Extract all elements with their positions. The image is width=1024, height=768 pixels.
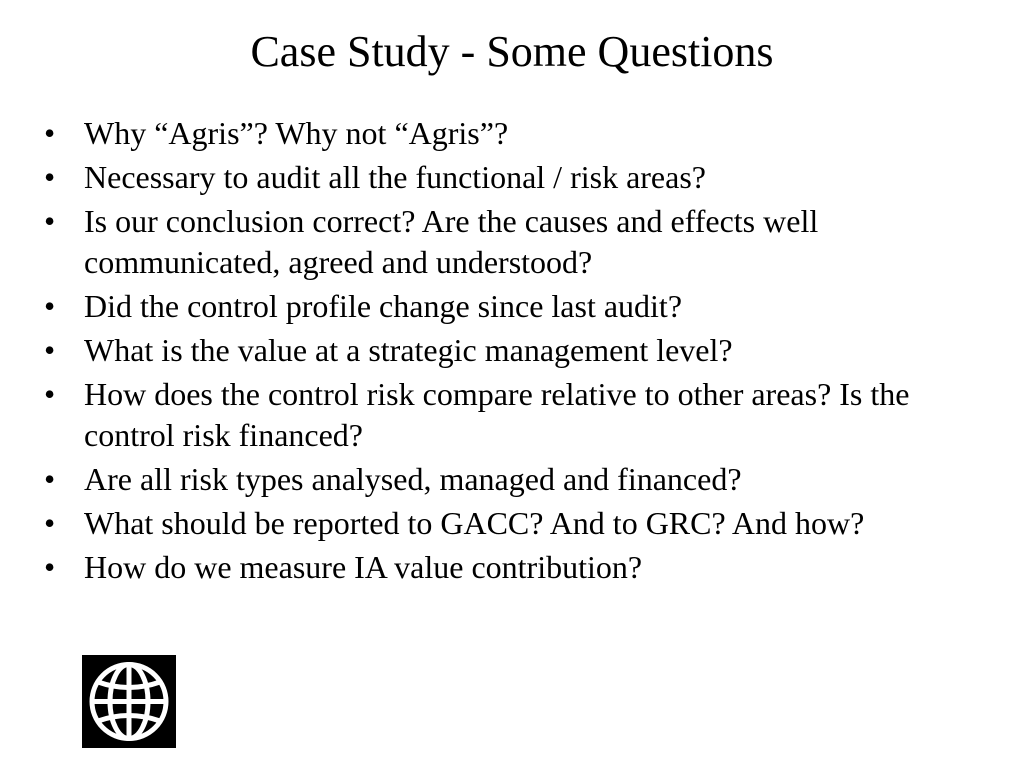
bullet-text: Necessary to audit all the functional / risk areas?	[84, 159, 706, 195]
bullet-text: Why “Agris”? Why not “Agris”?	[84, 115, 509, 151]
bullet-icon: •	[44, 461, 56, 497]
bullet-icon: •	[44, 376, 56, 412]
list-item	[40, 157, 980, 198]
list-item	[40, 374, 980, 456]
bullet-icon: •	[44, 203, 56, 239]
list-item	[40, 459, 980, 500]
logo	[82, 655, 176, 748]
bullet-icon: •	[44, 115, 56, 151]
bullet-icon: •	[44, 288, 56, 324]
bullet-text: Is our conclusion correct? Are the causes and effects well communicated, agreed and understood?	[84, 203, 819, 280]
list-item	[40, 503, 980, 544]
bullet-list	[40, 113, 980, 591]
bullet-icon: •	[44, 159, 56, 195]
bullet-text: Did the control profile change since last audit?	[84, 288, 683, 324]
slide-title: Case Study - Some Questions	[250, 27, 774, 76]
bullet-text: How does the control risk compare relative to other areas? Is the control risk financed?	[84, 376, 910, 453]
bullet-text: What should be reported to GACC? And to GRC? And how?	[84, 505, 865, 541]
list-item	[40, 547, 980, 588]
bullet-icon: •	[44, 505, 56, 541]
bullet-text: How do we measure IA value contribution?	[84, 549, 643, 585]
bullet-text: Are all risk types analysed, managed and financed?	[84, 461, 742, 497]
list-item	[40, 286, 980, 327]
bullet-icon: •	[44, 332, 56, 368]
list-item	[40, 113, 980, 154]
globe-icon	[82, 655, 176, 748]
list-item	[40, 201, 980, 283]
bullet-text: What is the value at a strategic management level?	[84, 332, 733, 368]
list-item	[40, 330, 980, 371]
bullet-icon: •	[44, 549, 56, 585]
